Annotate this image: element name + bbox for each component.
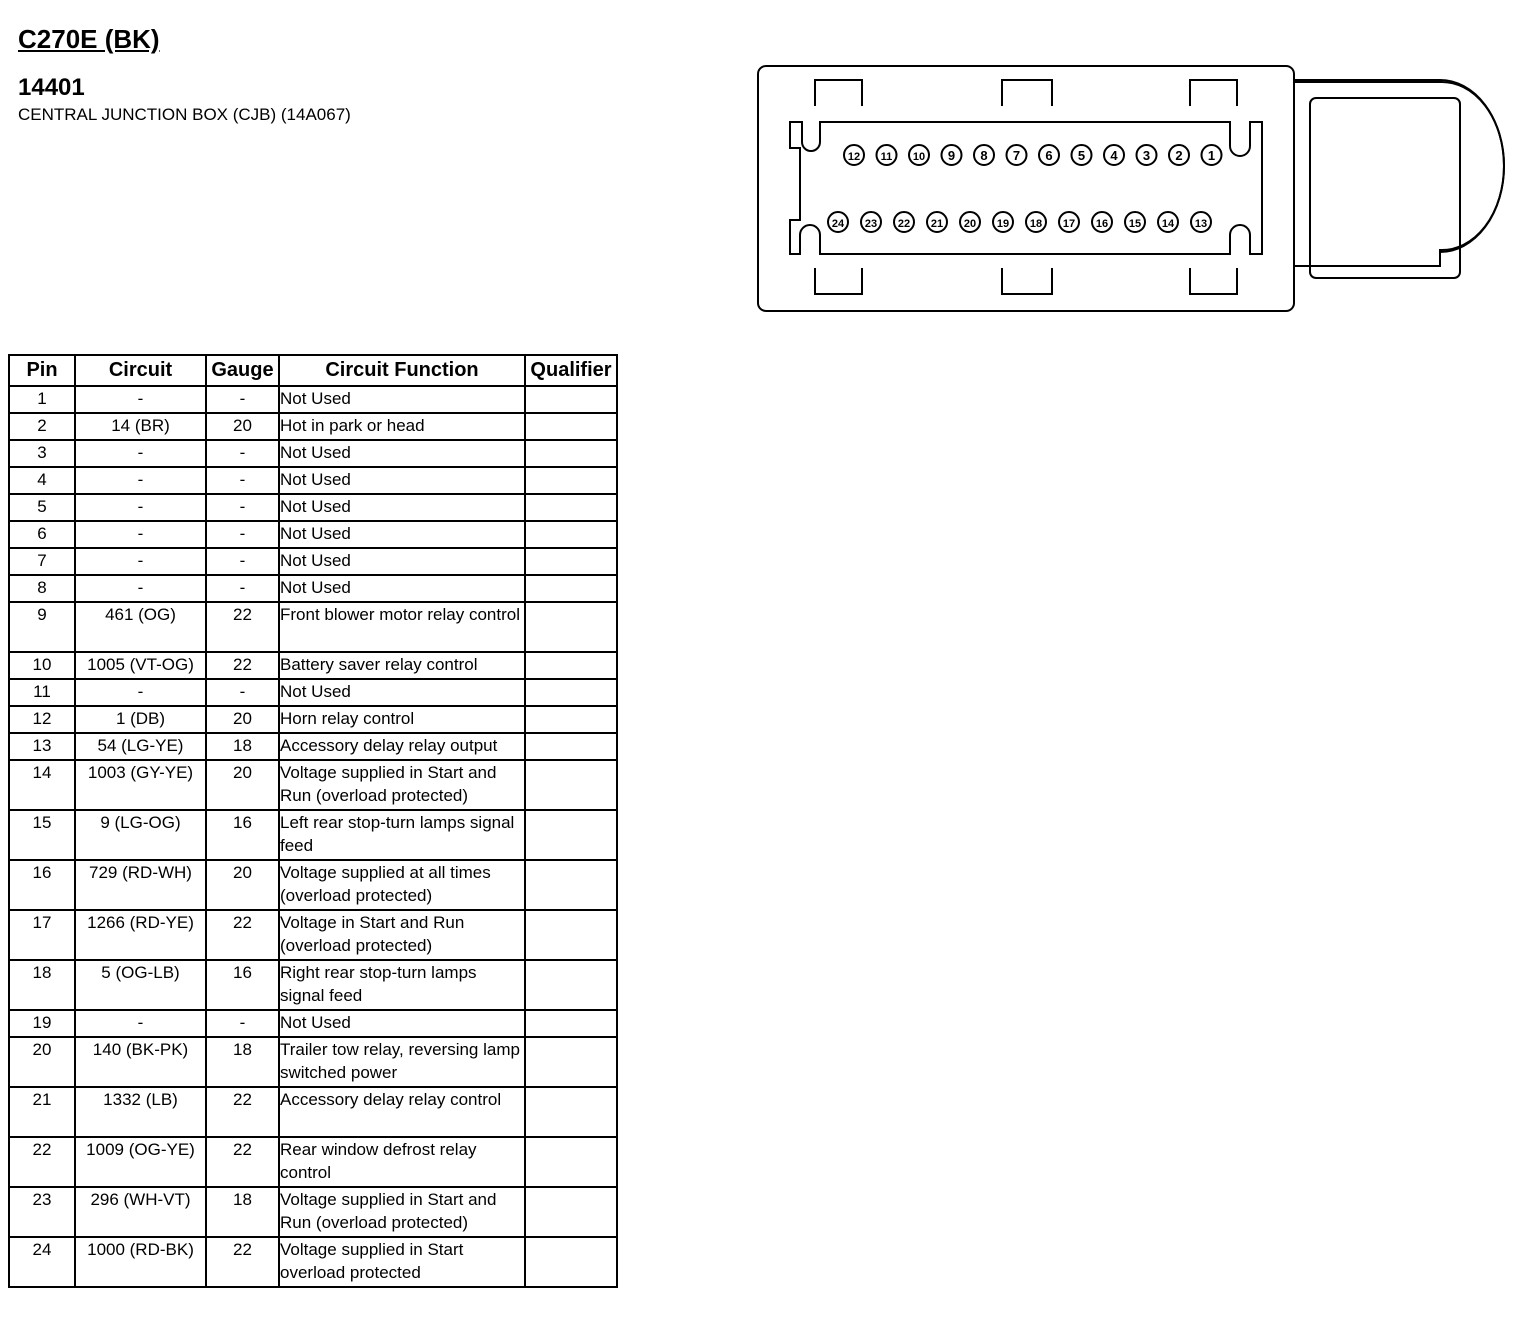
pin-label: 13 [1194, 218, 1208, 230]
circuit-cell: 9 (LG-OG) [75, 810, 206, 860]
pin-cell: 9 [9, 602, 75, 652]
function-cell: Not Used [279, 521, 525, 548]
circuit-cell: - [75, 467, 206, 494]
gauge-cell: 22 [206, 652, 279, 679]
table-row [9, 733, 617, 760]
function-cell: Hot in park or head [279, 413, 525, 440]
pin-5 [1072, 145, 1092, 165]
pin-label: 3 [1142, 148, 1151, 163]
pin-13 [1191, 212, 1211, 232]
pin-label: 1 [1207, 148, 1216, 163]
table-row [9, 706, 617, 733]
gauge-cell: 18 [206, 733, 279, 760]
header-circuit-function: Circuit Function [279, 355, 525, 386]
connector-key [815, 80, 862, 106]
pin-cell: 16 [9, 860, 75, 910]
pin-2 [1169, 145, 1189, 165]
function-cell: Front blower motor relay control [279, 602, 525, 652]
qualifier-cell [525, 860, 617, 910]
gauge-cell: - [206, 467, 279, 494]
table-row [9, 960, 617, 1010]
connector-id: C270E (BK) [18, 24, 160, 54]
qualifier-cell [525, 910, 617, 960]
qualifier-cell [525, 1137, 617, 1187]
pin-label: 11 [880, 151, 893, 163]
circuit-cell: - [75, 1010, 206, 1037]
pin-16 [1092, 212, 1112, 232]
part-number: 14401 [18, 74, 85, 101]
pin-cell: 21 [9, 1087, 75, 1137]
pin-24 [828, 212, 848, 232]
header-gauge: Gauge [206, 355, 279, 386]
pin-label: 16 [1095, 218, 1109, 230]
qualifier-cell [525, 494, 617, 521]
pin-cell: 1 [9, 386, 75, 413]
circuit-cell: 1005 (VT-OG) [75, 652, 206, 679]
circuit-cell: 296 (WH-VT) [75, 1187, 206, 1237]
pin-8 [974, 145, 994, 165]
pin-cell: 17 [9, 910, 75, 960]
qualifier-cell [525, 386, 617, 413]
qualifier-cell [525, 679, 617, 706]
pin-cell: 4 [9, 467, 75, 494]
pin-1 [1202, 145, 1222, 165]
pin-17 [1059, 212, 1079, 232]
qualifier-cell [525, 1087, 617, 1137]
gauge-cell: 20 [206, 706, 279, 733]
function-cell: Not Used [279, 1010, 525, 1037]
function-cell: Horn relay control [279, 706, 525, 733]
qualifier-cell [525, 706, 617, 733]
circuit-cell: 5 (OG-LB) [75, 960, 206, 1010]
connector-key [1002, 268, 1052, 294]
qualifier-cell [525, 733, 617, 760]
connector-face-diagram [750, 60, 1510, 320]
pin-label: 17 [1062, 218, 1076, 230]
circuit-cell: - [75, 521, 206, 548]
circuit-cell: 1332 (LB) [75, 1087, 206, 1137]
header-qualifier: Qualifier [525, 355, 617, 386]
function-cell: Not Used [279, 440, 525, 467]
pin-cell: 2 [9, 413, 75, 440]
connector-key [1190, 268, 1237, 294]
table-row [9, 386, 617, 413]
pin-label: 20 [963, 218, 977, 230]
connector-housing [758, 66, 1294, 311]
pin-19 [993, 212, 1013, 232]
pin-7 [1007, 145, 1027, 165]
pin-22 [894, 212, 914, 232]
gauge-cell: - [206, 386, 279, 413]
function-cell: Right rear stop-turn lamps signal feed [279, 960, 525, 1010]
qualifier-cell [525, 652, 617, 679]
circuit-cell: - [75, 494, 206, 521]
pin-cell: 20 [9, 1037, 75, 1087]
qualifier-cell [525, 1187, 617, 1237]
pin-cell: 19 [9, 1010, 75, 1037]
pin-11 [877, 145, 897, 165]
table-row [9, 1187, 617, 1237]
connector-key [1002, 80, 1052, 106]
qualifier-cell [525, 1010, 617, 1037]
pin-label: 23 [864, 218, 878, 230]
table-header-row [9, 355, 617, 386]
gauge-cell: 22 [206, 1237, 279, 1287]
pin-label: 15 [1128, 218, 1142, 230]
gauge-cell: - [206, 494, 279, 521]
pin-cell: 7 [9, 548, 75, 575]
qualifier-cell [525, 575, 617, 602]
pin-label: 5 [1077, 148, 1086, 163]
circuit-cell: 1009 (OG-YE) [75, 1137, 206, 1187]
gauge-cell: 20 [206, 413, 279, 440]
table-row [9, 413, 617, 440]
gauge-cell: 18 [206, 1037, 279, 1087]
function-cell: Voltage supplied at all times (overload protected) [279, 860, 525, 910]
component-description: CENTRAL JUNCTION BOX (CJB) (14A067) [18, 105, 351, 124]
gauge-cell: - [206, 521, 279, 548]
qualifier-cell [525, 1037, 617, 1087]
function-cell: Accessory delay relay control [279, 1087, 525, 1137]
pinout-table [8, 354, 618, 1288]
gauge-cell: 20 [206, 760, 279, 810]
table-row [9, 1037, 617, 1087]
qualifier-cell [525, 960, 617, 1010]
qualifier-cell [525, 760, 617, 810]
function-cell: Left rear stop-turn lamps signal feed [279, 810, 525, 860]
pin-label: 2 [1175, 148, 1183, 163]
pin-cell: 24 [9, 1237, 75, 1287]
function-cell: Not Used [279, 548, 525, 575]
circuit-cell: 461 (OG) [75, 602, 206, 652]
function-cell: Trailer tow relay, reversing lamp switched power [279, 1037, 525, 1087]
pin-label: 22 [897, 218, 911, 230]
pin-label: 4 [1110, 148, 1118, 163]
function-cell: Not Used [279, 679, 525, 706]
pin-14 [1158, 212, 1178, 232]
pin-cell: 22 [9, 1137, 75, 1187]
circuit-cell: 1000 (RD-BK) [75, 1237, 206, 1287]
pin-label: 12 [847, 151, 861, 163]
function-cell: Rear window defrost relay control [279, 1137, 525, 1187]
table-row [9, 467, 617, 494]
qualifier-cell [525, 548, 617, 575]
table-row [9, 1087, 617, 1137]
circuit-cell: 14 (BR) [75, 413, 206, 440]
table-row [9, 810, 617, 860]
connector-key [815, 268, 862, 294]
pin-label: 6 [1045, 148, 1053, 163]
table-row [9, 652, 617, 679]
pin-label: 14 [1161, 218, 1175, 230]
qualifier-cell [525, 602, 617, 652]
qualifier-cell [525, 440, 617, 467]
table-row [9, 1137, 617, 1187]
pin-label: 19 [996, 218, 1010, 230]
header-circuit: Circuit [75, 355, 206, 386]
qualifier-cell [525, 1237, 617, 1287]
gauge-cell: 22 [206, 1087, 279, 1137]
table-row [9, 860, 617, 910]
table-row [9, 679, 617, 706]
gauge-cell: 16 [206, 810, 279, 860]
pin-9 [942, 145, 962, 165]
connector-key [1190, 80, 1237, 106]
gauge-cell: - [206, 575, 279, 602]
pin-cell: 6 [9, 521, 75, 548]
pin-label: 24 [831, 218, 845, 230]
pin-label: 8 [980, 148, 988, 163]
function-cell: Accessory delay relay output [279, 733, 525, 760]
pin-cell: 5 [9, 494, 75, 521]
pin-cell: 10 [9, 652, 75, 679]
circuit-cell: 1266 (RD-YE) [75, 910, 206, 960]
pin-label: 18 [1029, 218, 1043, 230]
pin-12 [844, 145, 864, 165]
pin-3 [1137, 145, 1157, 165]
gauge-cell: 22 [206, 910, 279, 960]
table-row [9, 575, 617, 602]
gauge-cell: 22 [206, 1137, 279, 1187]
pin-label: 9 [947, 148, 956, 163]
pin-21 [927, 212, 947, 232]
pin-cell: 11 [9, 679, 75, 706]
function-cell: Not Used [279, 494, 525, 521]
function-cell: Voltage supplied in Start overload protected [279, 1237, 525, 1287]
pin-cell: 3 [9, 440, 75, 467]
function-cell: Not Used [279, 575, 525, 602]
pin-6 [1039, 145, 1059, 165]
table-row [9, 494, 617, 521]
circuit-cell: - [75, 440, 206, 467]
table-row [9, 602, 617, 652]
pin-18 [1026, 212, 1046, 232]
gauge-cell: 18 [206, 1187, 279, 1237]
circuit-cell: 1 (DB) [75, 706, 206, 733]
pin-cell: 14 [9, 760, 75, 810]
table-row [9, 1010, 617, 1037]
table-row [9, 548, 617, 575]
gauge-cell: - [206, 548, 279, 575]
qualifier-cell [525, 810, 617, 860]
circuit-cell: 729 (RD-WH) [75, 860, 206, 910]
gauge-cell: 22 [206, 602, 279, 652]
function-cell: Voltage supplied in Start and Run (overload protected) [279, 1187, 525, 1237]
qualifier-cell [525, 413, 617, 440]
pin-row-top [844, 145, 1222, 165]
pin-row-bottom [828, 212, 1211, 232]
circuit-cell: 140 (BK-PK) [75, 1037, 206, 1087]
table-row [9, 1237, 617, 1287]
qualifier-cell [525, 521, 617, 548]
pin-cell: 23 [9, 1187, 75, 1237]
function-cell: Not Used [279, 467, 525, 494]
circuit-cell: - [75, 548, 206, 575]
connector-cavity [790, 122, 1262, 254]
pin-cell: 13 [9, 733, 75, 760]
circuit-cell: 1003 (GY-YE) [75, 760, 206, 810]
pin-cell: 8 [9, 575, 75, 602]
pin-10 [909, 145, 929, 165]
pin-20 [960, 212, 980, 232]
table-row [9, 521, 617, 548]
table-row [9, 440, 617, 467]
gauge-cell: - [206, 1010, 279, 1037]
pin-cell: 15 [9, 810, 75, 860]
function-cell: Battery saver relay control [279, 652, 525, 679]
function-cell: Not Used [279, 386, 525, 413]
pin-23 [861, 212, 881, 232]
table-row [9, 760, 617, 810]
pin-label: 21 [930, 218, 944, 230]
pin-cell: 18 [9, 960, 75, 1010]
gauge-cell: - [206, 679, 279, 706]
circuit-cell: - [75, 679, 206, 706]
function-cell: Voltage supplied in Start and Run (overload protected) [279, 760, 525, 810]
header-pin: Pin [9, 355, 75, 386]
pin-15 [1125, 212, 1145, 232]
circuit-cell: - [75, 575, 206, 602]
table-row [9, 910, 617, 960]
pin-label: 10 [912, 151, 926, 163]
pin-4 [1104, 145, 1124, 165]
pin-cell: 12 [9, 706, 75, 733]
qualifier-cell [525, 467, 617, 494]
pin-label: 7 [1012, 148, 1021, 163]
circuit-cell: 54 (LG-YE) [75, 733, 206, 760]
function-cell: Voltage in Start and Run (overload protected) [279, 910, 525, 960]
gauge-cell: - [206, 440, 279, 467]
circuit-cell: - [75, 386, 206, 413]
gauge-cell: 16 [206, 960, 279, 1010]
gauge-cell: 20 [206, 860, 279, 910]
